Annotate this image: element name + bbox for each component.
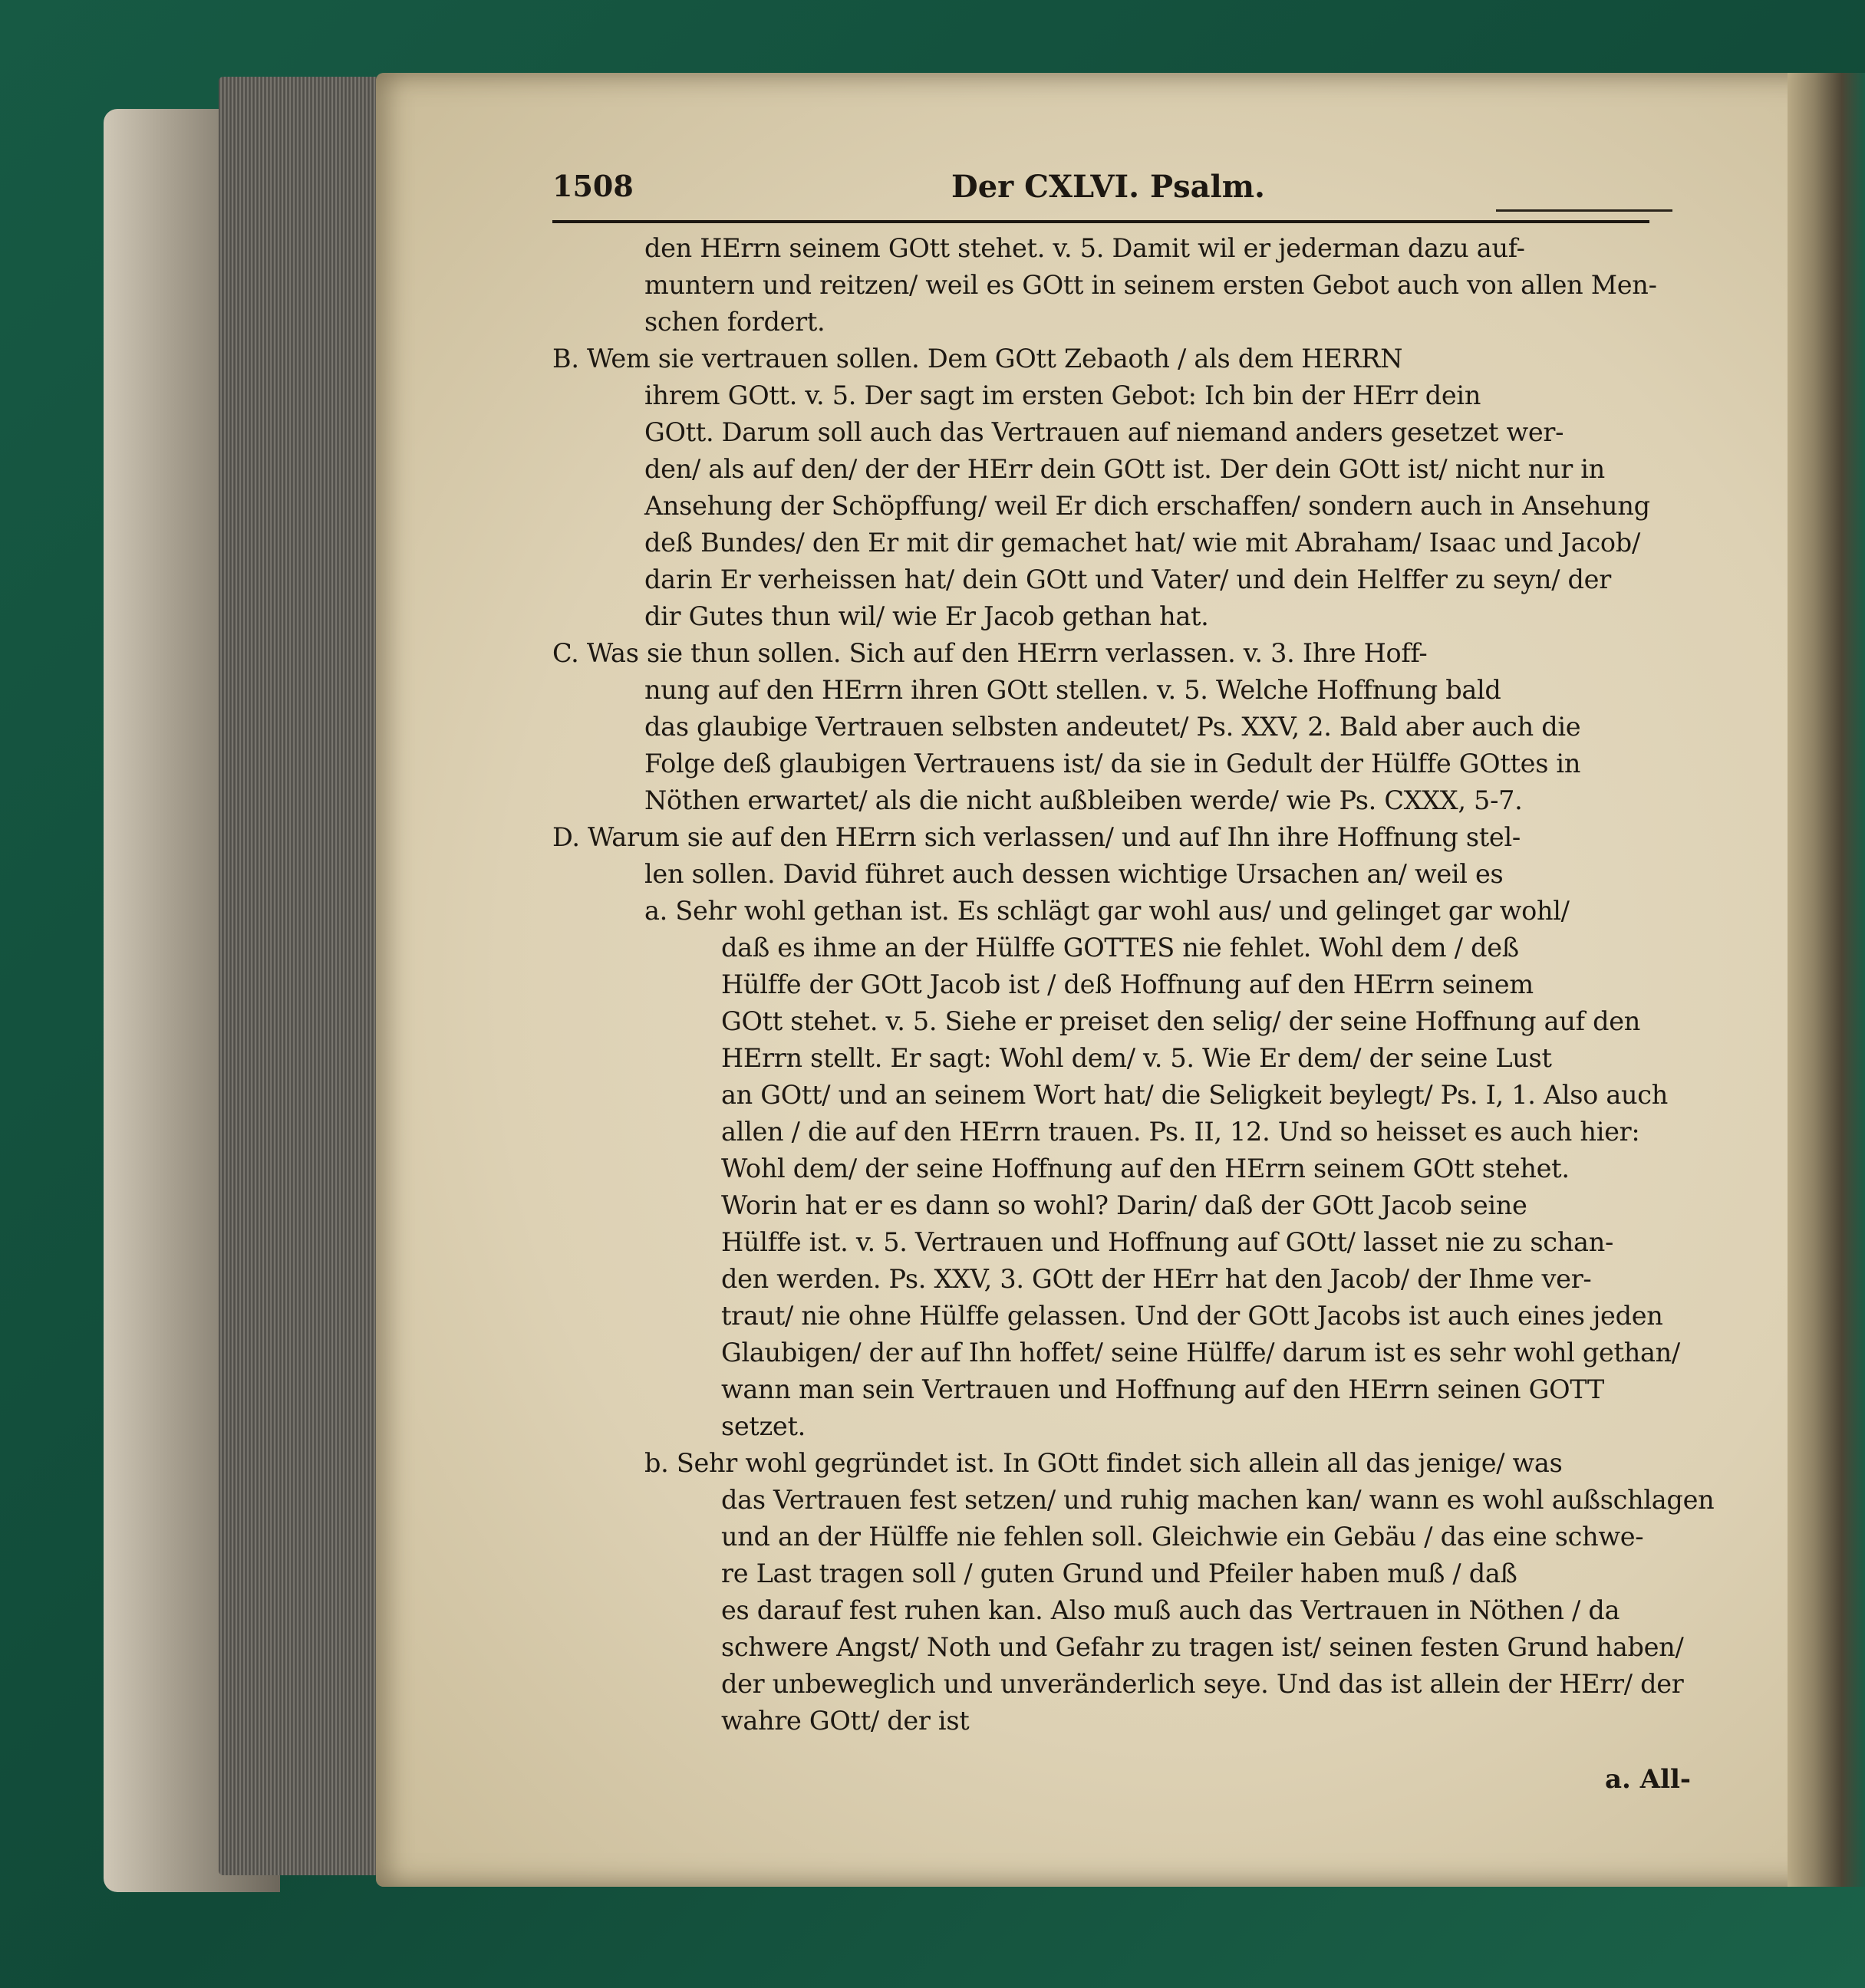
text-line: re Last tragen soll / guten Grund und Pfeiler haben muß / daß: [721, 1558, 1517, 1588]
header-rule: [552, 220, 1649, 223]
text-line: den HErrn seinem GOtt stehet. v. 5. Damit wil er jederman dazu auf-: [644, 233, 1525, 263]
text-line: schwere Angst/ Noth und Gefahr zu tragen ist/ seinen festen Grund haben/: [721, 1632, 1684, 1662]
text-line: darin Er verheissen hat/ dein GOtt und Vater/ und dein Helffer zu seyn/ der: [644, 564, 1611, 594]
text-line: den/ als auf den/ der der HErr dein GOtt ist. Der dein GOtt ist/ nicht nur in: [644, 454, 1605, 484]
text-line: nung auf den HErrn ihren GOtt stellen. v. 5. Welche Hoffnung bald: [644, 675, 1501, 705]
running-head: [552, 165, 1718, 211]
text-line: a. Sehr wohl gethan ist. Es schlägt gar wohl aus/ und gelinget gar wohl/: [644, 896, 1570, 926]
text-line: deß Bundes/ den Er mit dir gemachet hat/ wie mit Abraham/ Isaac und Jacob/: [644, 528, 1640, 558]
text-line: den werden. Ps. XXV, 3. GOtt der HErr hat den Jacob/ der Ihme ver-: [721, 1264, 1592, 1294]
text-line: muntern und reitzen/ weil es GOtt in seinem ersten Gebot auch von allen Men-: [644, 270, 1657, 300]
body-text: [552, 230, 1726, 1740]
text-line: das Vertrauen fest setzen/ und ruhig machen kan/ wann es wohl außschlagen: [721, 1485, 1715, 1515]
text-line: das glaubige Vertrauen selbsten andeutet/ Ps. XXV, 2. Bald aber auch die: [644, 712, 1581, 742]
page-edges: [219, 77, 387, 1875]
text-line: setzet.: [721, 1411, 806, 1441]
text-line: C. Was sie thun sollen. Sich auf den HErrn verlassen. v. 3. Ihre Hoff-: [552, 638, 1428, 668]
text-line: dir Gutes thun wil/ wie Er Jacob gethan hat.: [644, 601, 1209, 631]
header-rule-short: [1496, 209, 1672, 212]
text-line: und an der Hülffe nie fehlen soll. Gleichwie ein Gebäu / das eine schwe-: [721, 1522, 1644, 1552]
text-line: len sollen. David führet auch dessen wichtige Ursachen an/ weil es: [644, 859, 1504, 889]
text-line: Folge deß glaubigen Vertrauens ist/ da sie in Gedult der Hülffe GOttes in: [644, 749, 1581, 778]
text-line: Ansehung der Schöpffung/ weil Er dich erschaffen/ sondern auch in Ansehung: [644, 491, 1650, 521]
catchword: a. All-: [1605, 1764, 1692, 1795]
text-line: es darauf fest ruhen kan. Also muß auch das Vertrauen in Nöthen / da: [721, 1595, 1620, 1625]
text-line: b. Sehr wohl gegründet ist. In GOtt findet sich allein all das jenige/ was: [644, 1448, 1563, 1478]
text-line: Worin hat er es dann so wohl? Darin/ daß der GOtt Jacob seine: [721, 1190, 1527, 1220]
text-line: allen / die auf den HErrn trauen. Ps. II, 12. Und so heisset es auch hier:: [721, 1117, 1640, 1147]
text-line: Glaubigen/ der auf Ihn hoffet/ seine Hülffe/ darum ist es sehr wohl gethan/: [721, 1338, 1680, 1368]
text-line: an GOtt/ und an seinem Wort hat/ die Seligkeit beylegt/ Ps. I, 1. Also auch: [721, 1080, 1669, 1110]
text-line: D. Warum sie auf den HErrn sich verlassen/ und auf Ihn ihre Hoffnung stel-: [552, 822, 1521, 852]
text-line: HErrn stellt. Er sagt: Wohl dem/ v. 5. Wie Er dem/ der seine Lust: [721, 1043, 1552, 1073]
page-gutter: [1788, 73, 1865, 1887]
text-line: Hülffe der GOtt Jacob ist / deß Hoffnung auf den HErrn seinem: [721, 969, 1534, 999]
text-line: Wohl dem/ der seine Hoffnung auf den HErrn seinem GOtt stehet.: [721, 1154, 1570, 1183]
text-line: wann man sein Vertrauen und Hoffnung auf den HErrn seinen GOTT: [721, 1374, 1604, 1404]
text-line: Nöthen erwartet/ als die nicht außbleiben werde/ wie Ps. CXXX, 5-7.: [644, 785, 1523, 815]
text-line: ihrem GOtt. v. 5. Der sagt im ersten Gebot: Ich bin der HErr dein: [644, 380, 1481, 410]
text-line: Hülffe ist. v. 5. Vertrauen und Hoffnung auf GOtt/ lasset nie zu schan-: [721, 1227, 1613, 1257]
text-line: wahre GOtt/ der ist: [721, 1706, 970, 1736]
text-line: schen fordert.: [644, 307, 825, 337]
text-line: daß es ihme an der Hülffe GOTTES nie fehlet. Wohl dem / deß: [721, 933, 1519, 963]
text-line: GOtt stehet. v. 5. Siehe er preiset den selig/ der seine Hoffnung auf den: [721, 1006, 1641, 1036]
text-line: traut/ nie ohne Hülffe gelassen. Und der GOtt Jacobs ist auch eines jeden: [721, 1301, 1663, 1331]
text-line: GOtt. Darum soll auch das Vertrauen auf niemand anders gesetzet wer-: [644, 417, 1564, 447]
page-number: 1508: [552, 169, 634, 203]
text-line: der unbeweglich und unveränderlich seye. Und das ist allein der HErr/ der: [721, 1669, 1684, 1699]
text-line: B. Wem sie vertrauen sollen. Dem GOtt Zebaoth / als dem HERRN: [552, 344, 1403, 374]
running-title: Der CXLVI. Psalm.: [951, 169, 1265, 205]
